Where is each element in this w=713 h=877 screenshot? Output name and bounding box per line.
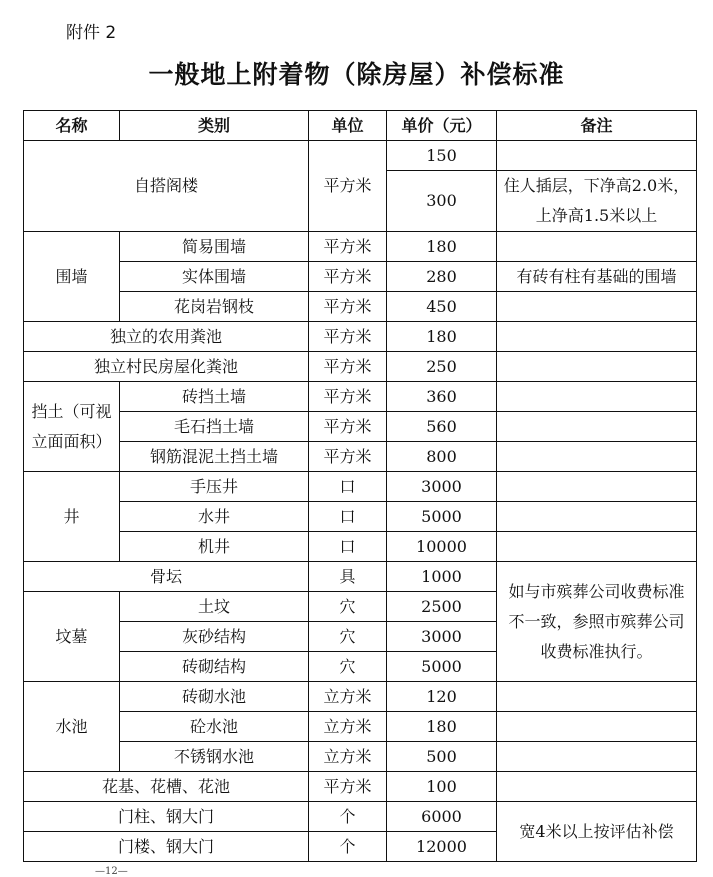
- cell-unit: 个: [309, 802, 387, 832]
- header-price: 单价（元）: [387, 111, 497, 141]
- cell-price: 800: [387, 442, 497, 472]
- cell-category: 砖砌结构: [120, 652, 309, 682]
- cell-unit: 平方米: [309, 352, 387, 382]
- table-row: [24, 322, 697, 352]
- cell-price: 360: [387, 382, 497, 412]
- cell-unit: 口: [309, 532, 387, 562]
- cell-price: 10000: [387, 532, 497, 562]
- header-remark: 备注: [497, 111, 697, 141]
- cell-price: 3000: [387, 472, 497, 502]
- table-row: [24, 712, 697, 742]
- cell-remark: [497, 292, 697, 322]
- cell-price: 180: [387, 232, 497, 262]
- cell-name: 自搭阁楼: [24, 141, 309, 232]
- cell-category: 不锈钢水池: [120, 742, 309, 772]
- cell-price: 450: [387, 292, 497, 322]
- table-row: [24, 772, 697, 802]
- cell-remark: [497, 322, 697, 352]
- cell-unit: 平方米: [309, 232, 387, 262]
- cell-remark: [497, 352, 697, 382]
- cell-category: 实体围墙: [120, 262, 309, 292]
- cell-category: 水井: [120, 502, 309, 532]
- cell-remark: 如与市殡葬公司收费标准不一致，参照市殡葬公司收费标准执行。: [497, 562, 697, 682]
- cell-name: 挡土（可视立面面积）: [24, 382, 120, 472]
- cell-price: 250: [387, 352, 497, 382]
- table-row: [24, 352, 697, 382]
- cell-price: 6000: [387, 802, 497, 832]
- table-row: [24, 412, 697, 442]
- cell-name: 井: [24, 472, 120, 562]
- cell-unit: 平方米: [309, 322, 387, 352]
- cell-price: 5000: [387, 652, 497, 682]
- cell-name: 门柱、钢大门: [24, 802, 309, 832]
- page-title: 一般地上附着物（除房屋）补偿标准: [148, 60, 565, 89]
- cell-price: 150: [387, 141, 497, 171]
- cell-price: 3000: [387, 622, 497, 652]
- cell-remark: [497, 532, 697, 562]
- cell-price: 500: [387, 742, 497, 772]
- cell-unit: 穴: [309, 592, 387, 622]
- cell-remark: 有砖有柱有基础的围墙: [497, 262, 697, 292]
- table-row: [24, 532, 697, 562]
- cell-remark: [497, 141, 697, 171]
- cell-price: 2500: [387, 592, 497, 622]
- cell-price: 5000: [387, 502, 497, 532]
- cell-category: 机井: [120, 532, 309, 562]
- cell-unit: 穴: [309, 652, 387, 682]
- cell-remark: [497, 682, 697, 712]
- cell-remark: [497, 502, 697, 532]
- header-category: 类别: [120, 111, 309, 141]
- cell-unit: 个: [309, 832, 387, 862]
- cell-name: 坟墓: [24, 592, 120, 682]
- cell-price: 280: [387, 262, 497, 292]
- header-row: [24, 111, 697, 141]
- cell-remark: [497, 442, 697, 472]
- table-row: [24, 682, 697, 712]
- cell-name: 门楼、钢大门: [24, 832, 309, 862]
- cell-remark: 宽4米以上按评估补偿: [497, 802, 697, 862]
- table-row: [24, 742, 697, 772]
- cell-unit: 立方米: [309, 742, 387, 772]
- table-row: [24, 292, 697, 322]
- cell-category: 毛石挡土墙: [120, 412, 309, 442]
- cell-unit: 平方米: [309, 412, 387, 442]
- cell-category: 砼水池: [120, 712, 309, 742]
- cell-remark: [497, 772, 697, 802]
- table-row: [24, 472, 697, 502]
- table-row: [24, 562, 697, 592]
- cell-name: 围墙: [24, 232, 120, 322]
- cell-category: 砖砌水池: [120, 682, 309, 712]
- cell-unit: 平方米: [309, 442, 387, 472]
- cell-unit: 口: [309, 502, 387, 532]
- cell-remark: [497, 712, 697, 742]
- table-row: [24, 802, 697, 832]
- cell-unit: 穴: [309, 622, 387, 652]
- cell-remark: 住人插层，下净高2.0米，上净高1.5米以上: [497, 171, 697, 232]
- table-row: [24, 442, 697, 472]
- cell-price: 12000: [387, 832, 497, 862]
- cell-remark: [497, 412, 697, 442]
- header-unit: 单位: [309, 111, 387, 141]
- cell-remark: [497, 382, 697, 412]
- cell-category: 土坟: [120, 592, 309, 622]
- cell-unit: 立方米: [309, 682, 387, 712]
- table-row: [24, 141, 697, 171]
- table-row: [24, 382, 697, 412]
- cell-category: 简易围墙: [120, 232, 309, 262]
- cell-price: 180: [387, 322, 497, 352]
- header-name: 名称: [24, 111, 120, 141]
- cell-price: 120: [387, 682, 497, 712]
- cell-name: 骨坛: [24, 562, 309, 592]
- cell-price: 300: [387, 171, 497, 232]
- cell-unit: 平方米: [309, 292, 387, 322]
- cell-unit: 平方米: [309, 382, 387, 412]
- cell-name: 水池: [24, 682, 120, 772]
- cell-price: 560: [387, 412, 497, 442]
- cell-name: 独立的农用粪池: [24, 322, 309, 352]
- cell-unit: 立方米: [309, 712, 387, 742]
- cell-price: 180: [387, 712, 497, 742]
- table-row: [24, 262, 697, 292]
- cell-category: 砖挡土墙: [120, 382, 309, 412]
- cell-category: 花岗岩钢枝: [120, 292, 309, 322]
- cell-unit: 平方米: [309, 772, 387, 802]
- cell-remark: [497, 232, 697, 262]
- page-number: —12—: [95, 866, 128, 877]
- cell-price: 100: [387, 772, 497, 802]
- attachment-label: 附件 2: [66, 23, 117, 43]
- cell-unit: 平方米: [309, 141, 387, 232]
- cell-category: 灰砂结构: [120, 622, 309, 652]
- cell-remark: [497, 472, 697, 502]
- cell-category: 手压井: [120, 472, 309, 502]
- cell-unit: 口: [309, 472, 387, 502]
- table-row: [24, 502, 697, 532]
- cell-name: 花基、花槽、花池: [24, 772, 309, 802]
- cell-remark: [497, 742, 697, 772]
- cell-name: 独立村民房屋化粪池: [24, 352, 309, 382]
- compensation-table: [23, 110, 697, 862]
- cell-unit: 平方米: [309, 262, 387, 292]
- table-row: [24, 232, 697, 262]
- cell-category: 钢筋混泥土挡土墙: [120, 442, 309, 472]
- cell-price: 1000: [387, 562, 497, 592]
- cell-unit: 具: [309, 562, 387, 592]
